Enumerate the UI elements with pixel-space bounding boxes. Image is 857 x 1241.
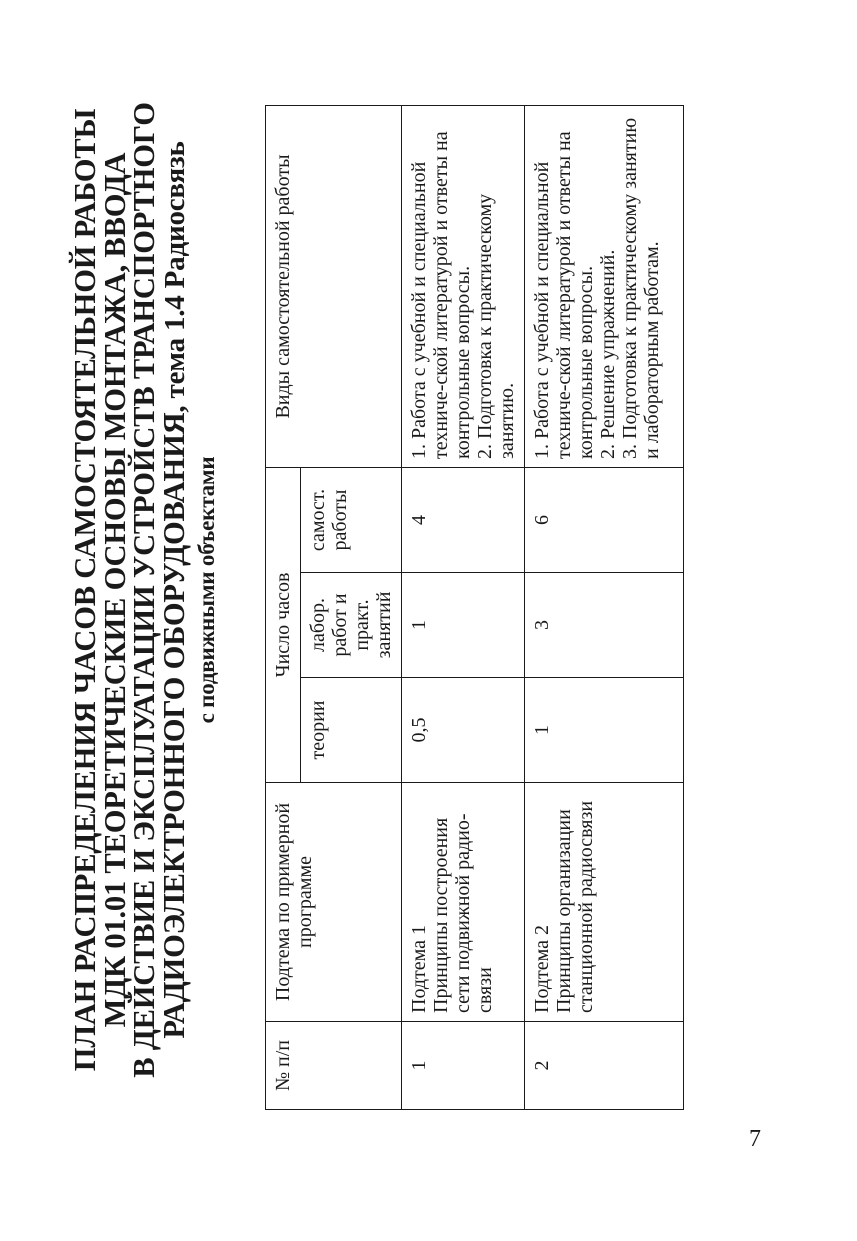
work-item: 2. Решение упражнений. xyxy=(597,249,619,459)
title-line-4 xyxy=(156,70,191,1110)
rotated-page-content xyxy=(68,70,716,1110)
header-kinds: Виды самостоятельной работы xyxy=(266,106,402,468)
row-topic-name: Принципы построения сети подвижной радио-связи xyxy=(430,813,496,1013)
header-no: № п/п xyxy=(266,1022,402,1110)
title-line-4-tema: , тема 1.4 Радиосвязь xyxy=(158,141,191,413)
row-works xyxy=(402,106,525,468)
page-number: 7 xyxy=(749,1126,761,1152)
row-topic-label: Подтема 2 xyxy=(531,924,553,1013)
row-labs: 1 xyxy=(402,573,525,678)
row-topic-label: Подтема 1 xyxy=(408,924,430,1013)
title-line-1: ПЛАН РАСПРЕДЕЛЕНИЯ ЧАСОВ САМОСТОЯТЕЛЬНОЙ РАБОТЫ xyxy=(68,108,102,1072)
header-self: самост. работы xyxy=(301,468,402,573)
row-topic-name: Принципы организации станционной радиосвязи xyxy=(553,800,597,1013)
table-row xyxy=(525,106,684,1110)
work-item: 3. Подготовка к практическому занятию и лабораторным работам. xyxy=(619,117,663,459)
row-no: 1 xyxy=(402,1022,525,1110)
row-topic xyxy=(402,783,525,1022)
table-row xyxy=(402,106,525,1110)
header-labs: лабор. работ и практ. занятий xyxy=(301,573,402,678)
table-header-row-1 xyxy=(266,106,301,1110)
work-item: 1. Работа с учебной и специальной техниче-ской литературой и ответы на контрольные вопросы. xyxy=(408,131,474,459)
hours-distribution-table xyxy=(265,105,684,1110)
header-theory: теории xyxy=(301,678,402,783)
document-title xyxy=(68,70,261,1110)
header-hours-group: Число часов xyxy=(266,468,301,783)
row-self: 6 xyxy=(525,468,684,573)
row-labs: 3 xyxy=(525,573,684,678)
title-line-2: МДК 01.01 ТЕОРЕТИЧЕСКИЕ ОСНОВЫ МОНТАЖА, ВВОДА xyxy=(97,152,132,1028)
row-no: 2 xyxy=(525,1022,684,1110)
title-line-3: В ДЕЙСТВИЕ И ЭКСПЛУАТАЦИИ УСТРОЙСТВ ТРАНСПОРТНОГО xyxy=(127,102,161,1078)
title-line-5: с подвижными объектами xyxy=(194,456,219,724)
row-theory: 0,5 xyxy=(402,678,525,783)
row-theory: 1 xyxy=(525,678,684,783)
title-line-4-main: РАДИОЭЛЕКТРОННОГО ОБОРУДОВАНИЯ xyxy=(156,412,191,1039)
work-item: 1. Работа с учебной и специальной техниче-ской литературой и ответы на контрольные вопросы. xyxy=(531,131,597,459)
header-topic: Подтема по примерной программе xyxy=(266,783,402,1022)
row-works xyxy=(525,106,684,468)
row-self: 4 xyxy=(402,468,525,573)
row-topic xyxy=(525,783,684,1022)
work-item: 2. Подготовка к практическому занятию. xyxy=(474,193,518,459)
